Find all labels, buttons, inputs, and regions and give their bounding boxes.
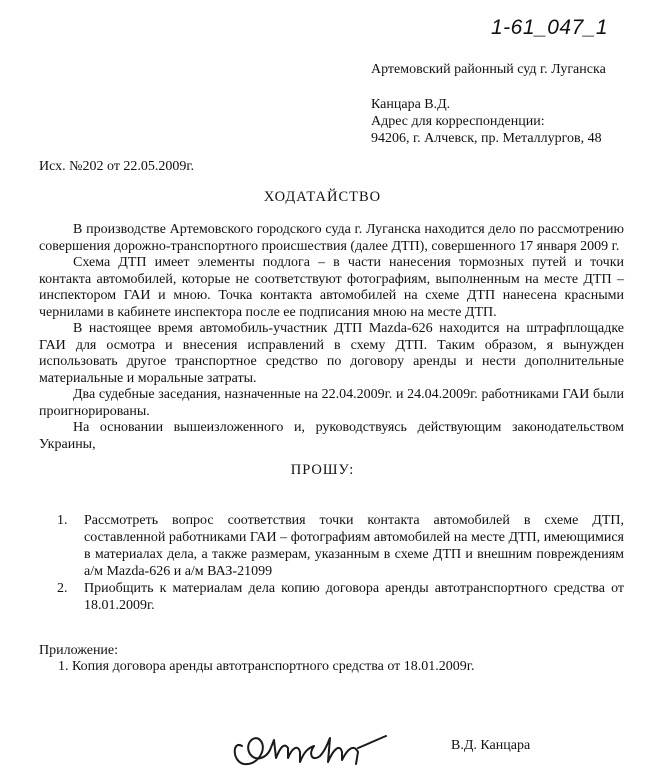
signer-name: В.Д. Канцара <box>451 738 531 753</box>
correspondence-address: 94206, г. Алчевск, пр. Металлургов, 48 <box>371 131 602 146</box>
document-id: 1-61_047_1 <box>491 16 609 39</box>
correspondence-label: Адрес для корреспонденции: <box>371 114 545 129</box>
sender-name: Канцара В.Д. <box>371 97 451 112</box>
handwritten-signature <box>230 718 390 778</box>
document-title: ХОДАТАЙСТВО <box>263 189 382 205</box>
annex-item: 1. Копия договора аренды автотранспортного средства от 18.01.2009г. <box>58 659 475 674</box>
outgoing-reference: Исх. №202 от 22.05.2009г. <box>39 159 195 174</box>
request-heading: ПРОШУ: <box>290 462 355 478</box>
addressee-court: Артемовский районный суд г. Луганска <box>371 62 606 77</box>
paragraph: Два судебные заседания, назначенные на 22.04.2009г. и 24.04.2009г. работниками ГАИ были проигнорированы. <box>39 387 624 419</box>
annex-heading: Приложение: <box>39 643 119 658</box>
paragraph: На основании вышеизложенного и, руководствуясь действующим законодательством Украины, <box>39 420 624 452</box>
paragraph: В настоящее время автомобиль-участник ДТП Mazda-626 находится на штрафплощадке ГАИ для осмотра и внесения исправлений в схему ДТП. Таким образом, я вынужден использовать другое транспортное средство по договору аренды и нести дополнительные материальные и моральные затраты. <box>39 321 624 386</box>
request-text: Приобщить к материалам дела копию договора аренды автотранспортного средства от 18.01.2009г. <box>84 581 624 613</box>
request-item <box>57 512 624 580</box>
paragraph: Схема ДТП имеет элементы подлога – в части нанесения тормозных путей и точки контакта автомобилей, которые не соответствуют фотографиям, выполненным на месте ДТП – инспектором ГАИ и мною. Точка контакта автомобилей на схеме ДТП нанесена красными чернилами в кабинете инспектора после ее подписания мною на месте ДТП. <box>39 255 624 320</box>
paragraph: В производстве Артемовского городского суда г. Луганска находится дело по рассмотрению совершения дорожно-транспортного происшествия (далее ДТП), совершенного 17 января 2009 г. <box>39 222 624 254</box>
request-item <box>57 580 624 614</box>
document-body <box>39 222 624 453</box>
request-number: 1. <box>57 513 68 528</box>
request-list <box>57 512 624 614</box>
request-text: Рассмотреть вопрос соответствия точки контакта автомобилей в схеме ДТП, составленной работниками ГАИ – фотографиям автомобилей на месте ДТП, имеющимися в материалах дела, а также размерам, указанным в схеме ДТП и внешним повреждениям а/м Mazda-626 и а/м ВАЗ-21099 <box>84 513 624 579</box>
request-number: 2. <box>57 581 68 596</box>
